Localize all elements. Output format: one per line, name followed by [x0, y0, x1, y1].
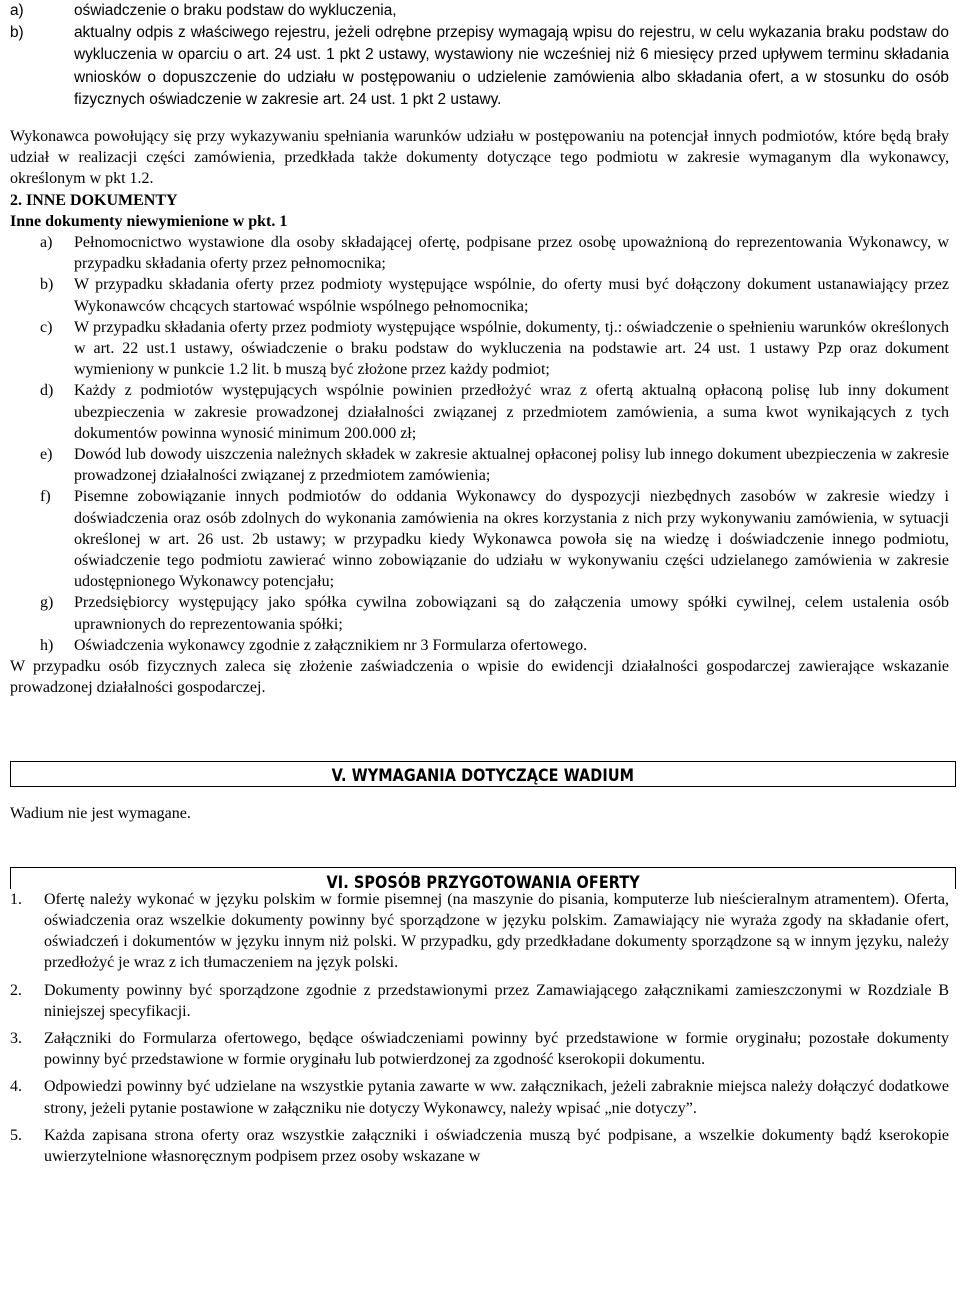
list-item [10, 0, 949, 22]
paragraph-third-party-resources: Wykonawca powołujący się przy wykazywaniu spełniania warunków udziału w postępowaniu na potencjał innych podmiotów, które będą brały udział w realizacji części zamówienia, przedkłada także dokumenty dotyczące tego podmiotu w zakresie wymaganym dla wykonawcy, określonym w pkt 1.2. [10, 128, 949, 188]
list-item [40, 380, 949, 444]
list-marker: a) [10, 2, 24, 19]
list-item-text: Dowód lub dowody uiszczenia należnych składek w zakresie aktualnej opłaconej polisy lub innego dokument ubezpieczenia w zakresie prowadzonej działalności związanej z przedmiotem zamówienia; [74, 446, 949, 485]
list-marker: b) [40, 276, 54, 294]
list-item-text: Pisemne zobowiązanie innych podmiotów do oddania Wykonawcy do dyspozycji niezbędnych zasobów w zakresie wiedzy i doświadczenia oraz osób zdolnych do wykonania zamówienia na okres korzystania z nich przy wykonywaniu zamówienia, w sytuacji określonej w art. 26 ust. 2b ustawy; w przypadku kiedy Wykonawca powoła się na wiedzę i doświadczenie innego podmiotu, oświadczenie tego podmiotu zawierać winno zobowiązanie do udziału w wykonywaniu części udzielanego zamówienia w zakresie udostępnionego Wykonawcy potencjału; [74, 488, 949, 591]
list-marker: c) [40, 318, 53, 336]
list-marker: a) [40, 234, 53, 252]
other-documents-list [10, 232, 949, 656]
list-item-text: Każdy z podmiotów występujących wspólnie powinien przedłożyć wraz z ofertą aktualną opłaconą polisę lub inny dokument ubezpieczenia w zakresie prowadzonej działalności związanej z przedmiotem zamówienia, a suma kwot wynikających z tych dokumentów powinna wynosić minimum 200.000 zł; [74, 382, 949, 442]
list-marker: d) [40, 382, 54, 400]
list-marker: 4. [10, 1078, 22, 1096]
list-item [10, 1076, 949, 1118]
section-v-title-box [10, 761, 956, 787]
list-item-text: Oświadczenia wykonawcy zgodnie z załącznikiem nr 3 Formularza ofertowego. [74, 636, 588, 654]
list-item [10, 889, 949, 974]
list-item [40, 486, 949, 592]
list-item-text: Każda zapisana strona oferty oraz wszystkie załączniki i oświadczenia muszą być podpisane, a wszelkie dokumenty bądź kserokopie uwierzytelnione własnoręcznym podpisem przez osoby wskazane w [44, 1126, 949, 1165]
list-item [40, 592, 949, 634]
list-marker: 1. [10, 890, 22, 908]
list-marker: e) [40, 446, 53, 464]
list-marker: 3. [10, 1029, 22, 1047]
list-marker: g) [40, 594, 54, 612]
list-item [40, 444, 949, 486]
eligibility-documents-list [10, 0, 949, 111]
section-vi-title: VI. SPOSÓB PRZYGOTOWANIA OFERTY [326, 871, 640, 892]
list-marker: h) [40, 636, 54, 654]
list-item [40, 635, 949, 656]
list-marker: f) [40, 488, 51, 506]
list-item-text: W przypadku składania oferty przez podmioty występujące wspólnie, do oferty musi być dołączony dokument ustanawiający przez Wykonawców chcących startować wspólnie wspólnego pełnomocnika; [74, 276, 949, 315]
list-item [40, 232, 949, 274]
list-item-text: Przedsiębiorcy występujący jako spółka cywilna zobowiązani są do załączenia umowy spółki cywilnej, celem ustalenia osób uprawnionych do reprezentowania spółki; [74, 594, 949, 633]
subheading-other-documents: Inne dokumenty niewymienione w pkt. 1 [10, 212, 288, 230]
section-heading-other-documents: 2. INNE DOKUMENTY [10, 191, 178, 209]
paragraph-natural-persons: W przypadku osób fizycznych zaleca się złożenie zaświadczenia o wpisie do ewidencji działalności gospodarczej zawierające wskazanie prowadzonej działalności gospodarczej. [10, 658, 949, 697]
list-item-text: Dokumenty powinny być sporządzone zgodnie z przedstawionymi przez Zamawiającego załącznikami zamieszczonymi w Rozdziale B niniejszej specyfikacji. [44, 981, 949, 1020]
section-vi-title-box [10, 867, 956, 892]
list-item [40, 274, 949, 316]
list-item-text: W przypadku składania oferty przez podmioty występujące wspólnie, dokumenty, tj.: oświadczenie o spełnieniu warunków określonych w art. 22 ust.1 ustawy, oświadczenie o braku podstaw do wykluczenia na podstawie art. 24 ust. 1 ustawy Pzp oraz dokument wymieniony w punkcie 1.2 lit. b muszą być złożone przez każdy podmiot; [74, 318, 949, 379]
section-v-title: V. WYMAGANIA DOTYCZĄCE WADIUM [331, 764, 635, 785]
list-item-text: Ofertę należy wykonać w języku polskim w formie pisemnej (na maszynie do pisania, komputerze lub nieścieralnym atramentem). Oferta, oświadczenia oraz wszelkie dokumenty powinny być sporządzone w języku polskim. Zamawiający nie wyraża zgody na składanie ofert, oświadczeń i dokumentów w języku innym niż polski. W przypadku, gdy przedkładane dokumenty sporządzone są w innym języku, należy przedłożyć je wraz z ich tłumaczeniem na język polski. [44, 890, 949, 972]
list-item [10, 1125, 949, 1167]
list-item [40, 317, 949, 381]
offer-preparation-list [10, 889, 949, 1167]
list-marker: 2. [10, 981, 22, 999]
section-v-text: Wadium nie jest wymagane. [10, 804, 191, 822]
list-item [10, 22, 949, 111]
list-marker: 5. [10, 1126, 22, 1144]
list-item [10, 980, 949, 1022]
list-item-text: Załączniki do Formularza ofertowego, będące oświadczeniami powinny być przedstawione w formie oryginału; pozostałe dokumenty powinny być przedstawione w formie oryginału lub potwierdzonej za zgodność kserokopii dokumentu. [44, 1029, 949, 1069]
list-item [10, 1028, 949, 1070]
list-item-text: aktualny odpis z właściwego rejestru, jeżeli odrębne przepisy wymagają wpisu do rejestru, w celu wykazania braku podstaw do wykluczenia w oparciu o art. 24 ust. 1 pkt 2 ustawy, wystawiony nie wcześniej niż 6 miesięcy przed upływem terminu składania wniosków o dopuszczenie do udziału w postępowaniu o udzielenie zamówienia albo składania ofert, a w stosunku do osób fizycznych oświadczenie w zakresie art. 24 ust. 1 pkt 2 ustawy. [74, 24, 949, 108]
list-item-text: Pełnomocnictwo wystawione dla osoby składającej ofertę, podpisane przez osobę upoważnioną do reprezentowania Wykonawcy, w przypadku składania oferty przez pełnomocnika; [74, 234, 949, 273]
list-item-text: Odpowiedzi powinny być udzielane na wszystkie pytania zawarte w ww. załącznikach, jeżeli zabraknie miejsca należy dołączyć dodatkowe strony, jeżeli pytanie postawione w załączniku nie dotyczy Wykonawcy, należy wpisać „nie dotyczy”. [44, 1078, 949, 1117]
list-item-text: oświadczenie o braku podstaw do wykluczenia, [74, 2, 397, 19]
list-marker: b) [10, 24, 24, 42]
